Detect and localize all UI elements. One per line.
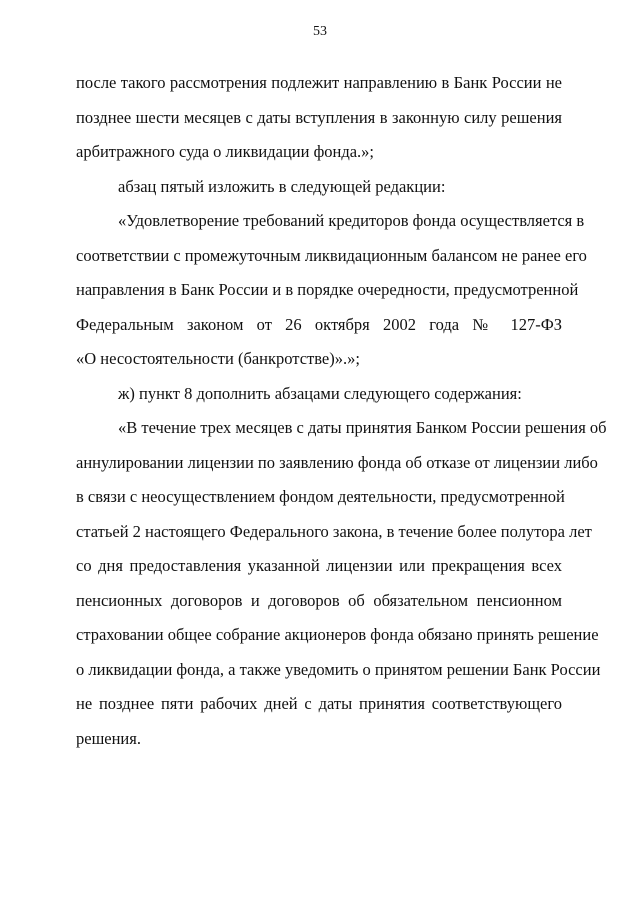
text-line: Федеральным законом от 26 октября 2002 года № 127-ФЗ xyxy=(76,314,562,334)
text-line: решения. xyxy=(76,728,141,748)
text-line: аннулировании лицензии по заявлению фонда об отказе от лицензии либо xyxy=(76,452,598,472)
text-line: пенсионных договоров и договоров об обязательном пенсионном xyxy=(76,590,562,610)
text-line: в связи с неосуществлением фондом деятельности, предусмотренной xyxy=(76,487,565,506)
text-line: статьей 2 настоящего Федерального закона, в течение более полутора лет xyxy=(76,521,592,541)
text-line: не позднее пяти рабочих дней с даты принятия соответствующего xyxy=(76,694,562,713)
text-line: абзац пятый изложить в следующей редакции: xyxy=(118,176,446,196)
text-line: со дня предоставления указанной лицензии или прекращения всех xyxy=(76,556,562,575)
text-line: «В течение трех месяцев с даты принятия Банком России решения об xyxy=(118,418,607,437)
page-number: 53 xyxy=(313,24,327,39)
text-line: арбитражного суда о ликвидации фонда.»; xyxy=(76,142,375,161)
text-line: соответствии с промежуточным ликвидационным балансом не ранее его xyxy=(76,245,587,265)
text-line: позднее шести месяцев с даты вступления в законную силу решения xyxy=(76,107,562,127)
text-line: «Удовлетворение требований кредиторов фонда осуществляется в xyxy=(118,211,585,230)
text-line: о ликвидации фонда, а также уведомить о принятом решении Банк России xyxy=(76,659,601,679)
text-line: страховании общее собрание акционеров фонда обязано принять решение xyxy=(76,625,599,644)
text-line: направления в Банк России и в порядке очередности, предусмотренной xyxy=(76,280,579,299)
document-body xyxy=(76,66,607,756)
text-line: ж) пункт 8 дополнить абзацами следующего содержания: xyxy=(118,383,522,403)
text-line: «О несостоятельности (банкротстве)».»; xyxy=(76,349,360,368)
text-line: после такого рассмотрения подлежит направлению в Банк России не xyxy=(76,73,562,92)
